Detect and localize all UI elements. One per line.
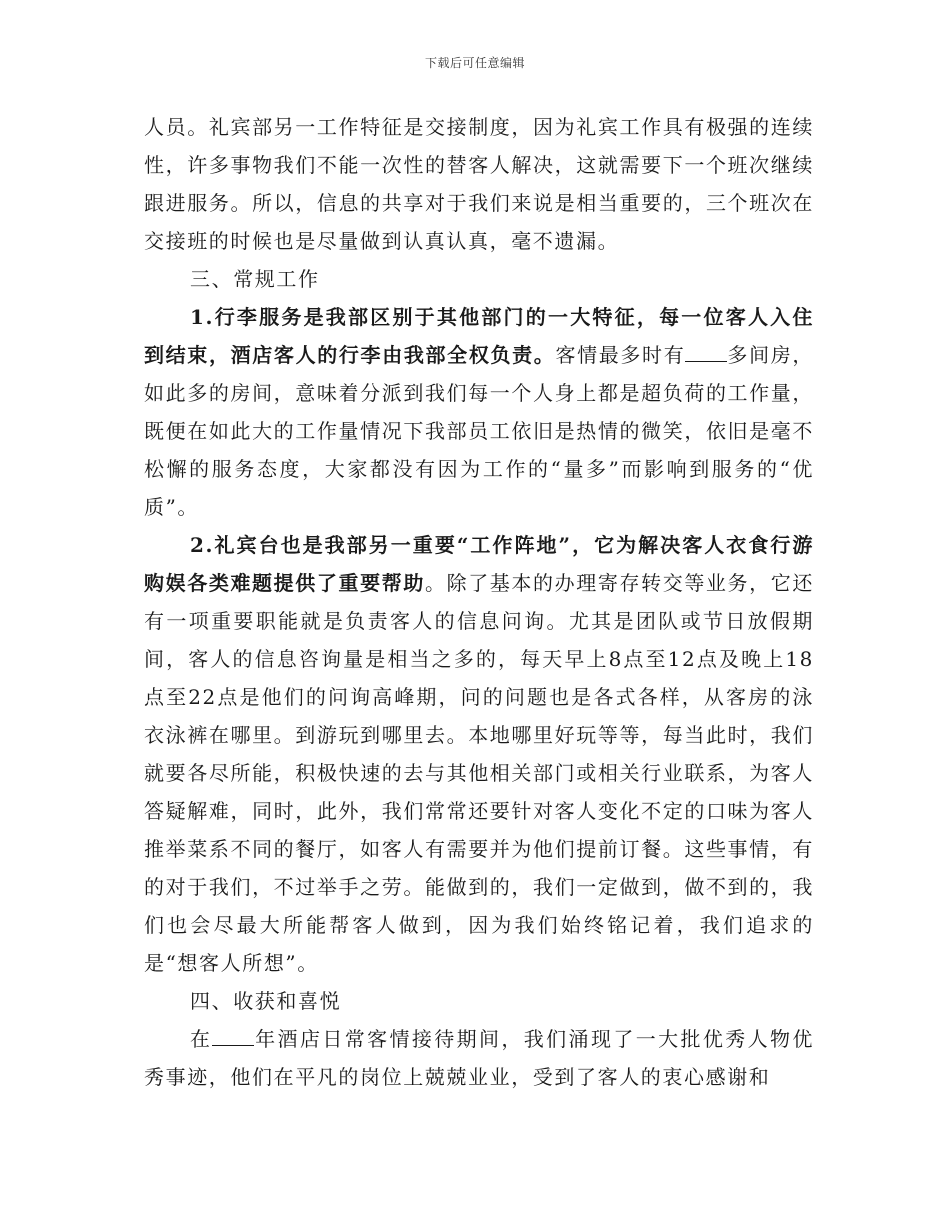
paragraph-handover: 人员。礼宾部另一工作特征是交接制度，因为礼宾工作具有极强的连续性，许多事物我们不能一次性的替客人解决，这就需要下一个班次继续跟进服务。所以，信息的共享对于我们来说是相当重要的，三个班次在交接班的时候也是尽量做到认真认真，毫不遗漏。 <box>144 115 814 253</box>
concierge-desk-lead: 2.礼宾台也是我部另一重要“工作阵地”，它为解决客人衣食行游购娱各类难题提供了重要帮助 <box>144 533 814 595</box>
gains-text-a: 在 <box>190 1027 213 1051</box>
paragraph-concierge-desk <box>144 526 814 982</box>
luggage-service-text-a: 客情最多时有 <box>555 343 686 367</box>
document-body <box>144 108 814 1096</box>
fill-in-blank <box>685 341 727 362</box>
gains-text-b: 年酒店日常客情接待期间，我们涌现了一大批优秀人物优秀事迹，他们在平凡的岗位上兢兢业业，受到了客人的衷心感谢和 <box>144 1027 814 1089</box>
fill-in-blank <box>212 1025 254 1046</box>
paragraph-gains <box>144 1020 814 1096</box>
page-header: 下载后可任意编辑 <box>424 56 525 70</box>
luggage-service-text-b: 多间房，如此多的房间，意味着分派到我们每一个人身上都是超负荷的工作量，既便在如此大的工作量情况下我部员工依旧是热情的微笑，依旧是毫不松懈的服务态度，大家都没有因为工作的“量多”而影响到服务的“优质”。 <box>144 343 814 519</box>
luggage-service-lead: 1.行李服务是我部区别于其他部门的一大特征，每一位客人入住到结束，酒店客人的行李由我部全权负责。 <box>144 305 814 367</box>
paragraph-luggage-service <box>144 298 814 526</box>
section-heading-gains: 四、收获和喜悦 <box>190 989 342 1013</box>
section-heading-routine-work: 三、常规工作 <box>190 267 320 291</box>
concierge-desk-text: 。除了基本的办理寄存转交等业务，它还有一项重要职能就是负责客人的信息问询。尤其是团队或节日放假期间，客人的信息咨询量是相当之多的，每天早上8点至12点及晚上18点至22点是他们的问询高峰期，问的问题也是各式各样，从客房的泳衣泳裤在哪里。到游玩到哪里去。本地哪里好玩等等，每当此时，我们就要各尽所能，积极快速的去与其他相关部门或相关行业联系，为客人答疑解难，同时，此外，我们常常还要针对客人变化不定的口味为客人推举菜系不同的餐厅，如客人有需要并为他们提前订餐。这些事情，有的对于我们，不过举手之劳。能做到的，我们一定做到，做不到的，我们也会尽最大所能帮客人做到，因为我们始终铭记着，我们追求的是“想客人所想”。 <box>144 571 814 975</box>
